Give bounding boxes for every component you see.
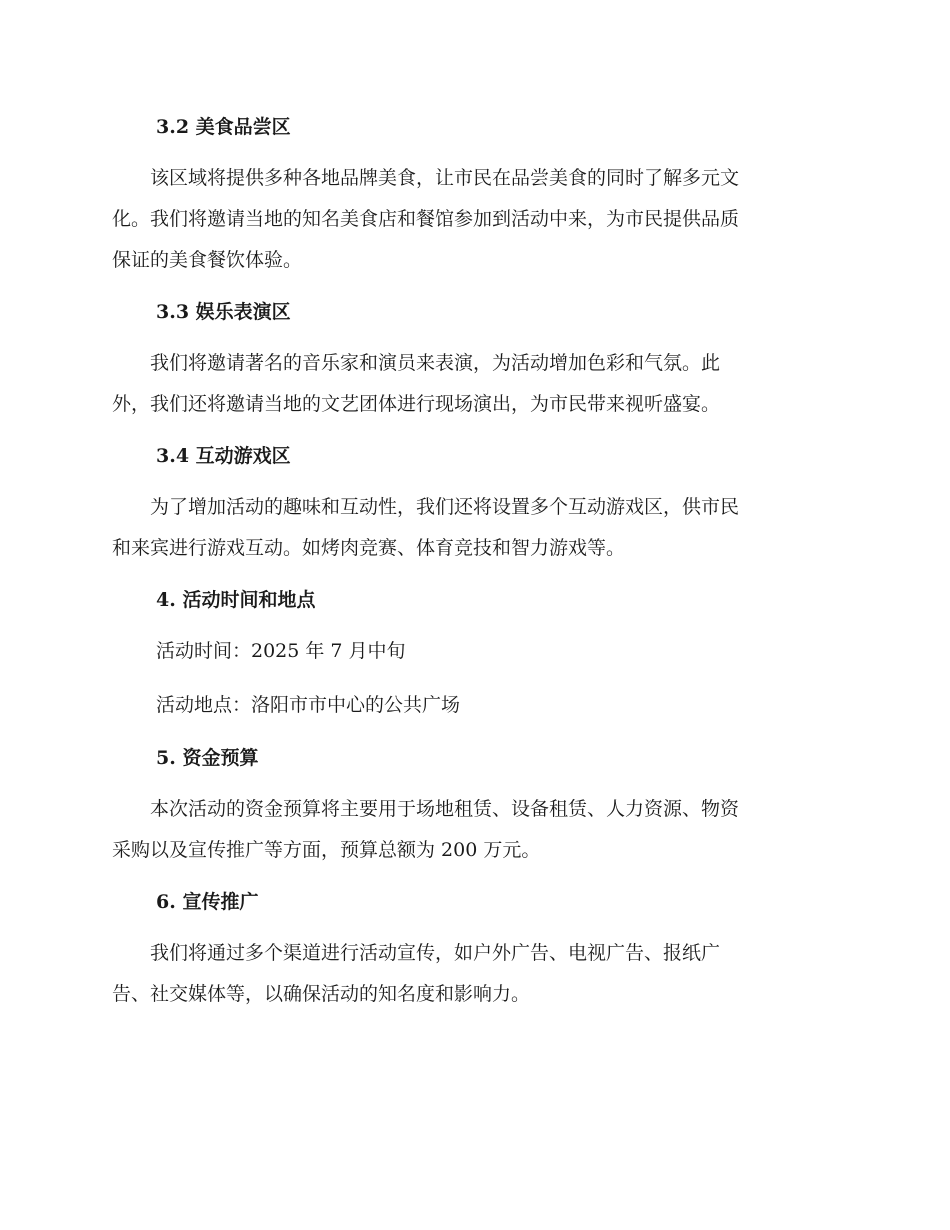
- section-text-promotion: [112, 933, 830, 1015]
- text-line: 告、社交媒体等，以确保活动的知名度和影响力。: [112, 983, 531, 1005]
- section-text-budget: [112, 789, 830, 871]
- section-heading-time-place: 4. 活动时间和地点: [156, 589, 316, 611]
- document-body: [112, 108, 830, 1027]
- text-line: 该区域将提供多种各地品牌美食，让市民在品尝美食的同时了解多元文: [150, 167, 740, 189]
- event-time: 活动时间：2025 年 7 月中旬: [156, 640, 406, 662]
- section-heading-food: 3.2 美食品尝区: [156, 116, 291, 138]
- text-line: 外，我们还将邀请当地的文艺团体进行现场演出，为市民带来视听盛宴。: [112, 393, 721, 415]
- text-line: 我们将通过多个渠道进行活动宣传，如户外广告、电视广告、报纸广: [150, 942, 721, 964]
- event-location: 活动地点：洛阳市市中心的公共广场: [156, 694, 461, 716]
- section-heading-games: 3.4 互动游戏区: [156, 445, 291, 467]
- section-heading-budget: 5. 资金预算: [156, 747, 259, 769]
- text-line: 和来宾进行游戏互动。如烤肉竞赛、体育竞技和智力游戏等。: [112, 537, 626, 559]
- section-text-entertainment: [112, 343, 830, 425]
- text-line: 为了增加活动的趣味和互动性，我们还将设置多个互动游戏区，供市民: [150, 496, 740, 518]
- text-line: 保证的美食餐饮体验。: [112, 249, 303, 271]
- section-text-food: [112, 158, 830, 281]
- text-line: 我们将邀请著名的音乐家和演员来表演，为活动增加色彩和气氛。此: [150, 352, 721, 374]
- text-line: 采购以及宣传推广等方面，预算总额为 200 万元。: [112, 839, 541, 861]
- section-heading-promotion: 6. 宣传推广: [156, 891, 259, 913]
- text-line: 化。我们将邀请当地的知名美食店和餐馆参加到活动中来，为市民提供品质: [112, 208, 740, 230]
- text-line: 本次活动的资金预算将主要用于场地租赁、设备租赁、人力资源、物资: [150, 798, 740, 820]
- section-text-games: [112, 487, 830, 569]
- section-heading-entertainment: 3.3 娱乐表演区: [156, 301, 291, 323]
